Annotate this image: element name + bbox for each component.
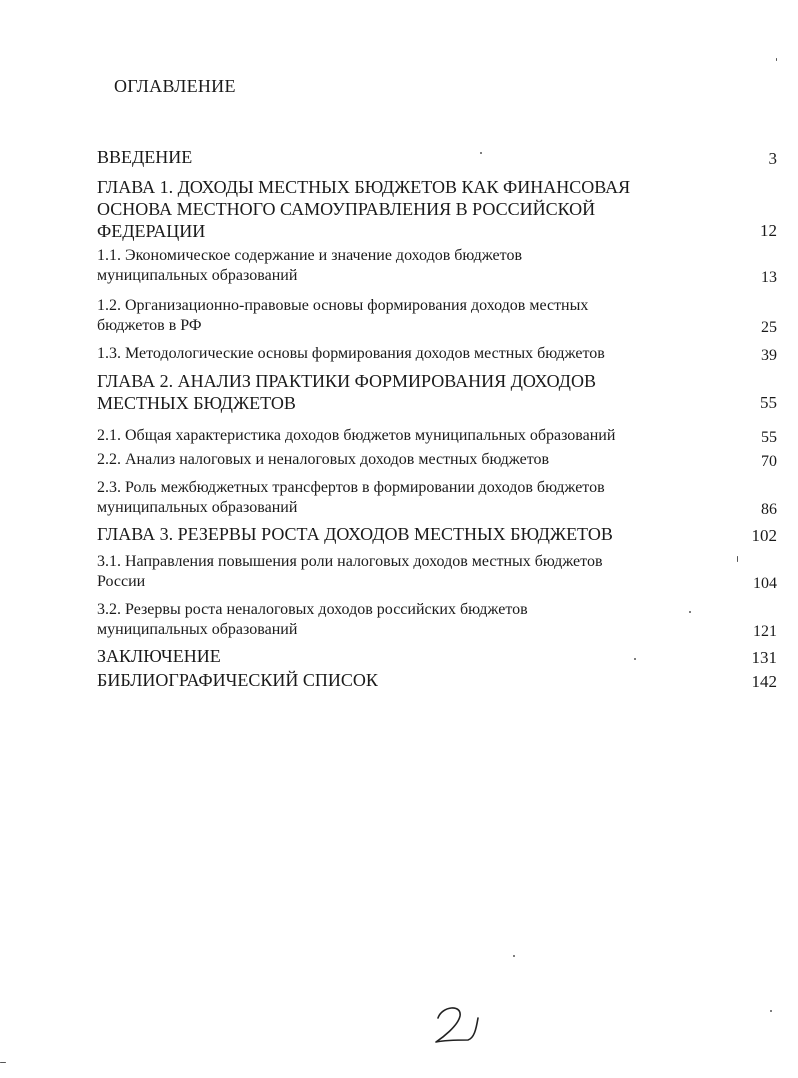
toc-entry-text: 1.2. Организационно-правовые основы формирования доходов местных бюджетов в РФ (97, 297, 589, 334)
toc-entry (97, 370, 777, 414)
toc-entry (97, 426, 777, 448)
toc-entry-page: 3 (768, 149, 777, 168)
toc-entry-text: 2.2. Анализ налоговых и неналоговых доходов местных бюджетов (97, 451, 550, 468)
toc-entry-text: ГЛАВА 2. АНАЛИЗ ПРАКТИКИ ФОРМИРОВАНИЯ ДОХОДОВ МЕСТНЫХ БЮДЖЕТОВ (97, 371, 596, 413)
toc-entry-text: ГЛАВА 1. ДОХОДЫ МЕСТНЫХ БЮДЖЕТОВ КАК ФИНАНСОВАЯ ОСНОВА МЕСТНОГО САМОУПРАВЛЕНИЯ В РОССИЙСКОЙ ФЕДЕРАЦИИ (97, 177, 631, 241)
scan-speck (689, 611, 691, 613)
toc-entry-text: 1.1. Экономическое содержание и значение доходов бюджетов муниципальных образований (97, 247, 522, 284)
toc-entry-text: 1.3. Методологические основы формирования доходов местных бюджетов (97, 345, 605, 362)
scan-speck (634, 658, 636, 660)
toc-entry-text: 3.1. Направления повышения роли налоговых доходов местных бюджетов России (97, 553, 603, 590)
toc-entry-text: 2.1. Общая характеристика доходов бюджетов муниципальных образований (97, 427, 616, 444)
toc-entry-page: 131 (751, 648, 777, 667)
toc-entry-page: 55 (761, 429, 777, 446)
toc-entry-page: 39 (761, 347, 777, 364)
handwritten-page-number (428, 1000, 484, 1048)
toc-entry-page: 102 (751, 526, 777, 545)
toc-entry (97, 296, 777, 338)
toc-entry-text: 3.2. Резервы роста неналоговых доходов российских бюджетов муниципальных образований (97, 601, 528, 638)
toc-entry-page: 12 (760, 221, 777, 240)
toc-entry (97, 450, 777, 472)
toc-entry (97, 176, 777, 242)
toc-entry-page: 121 (753, 623, 777, 640)
toc-entry-page: 25 (761, 319, 777, 336)
toc-entry (97, 523, 777, 547)
toc-entry (97, 478, 777, 520)
scan-speck (513, 955, 515, 957)
toc-entry (97, 344, 777, 366)
toc-entry-page: 70 (761, 453, 777, 470)
scan-speck (480, 152, 482, 154)
scan-speck (770, 1010, 772, 1012)
toc-entry-text: ЗАКЛЮЧЕНИЕ (97, 646, 221, 666)
toc-title: ОГЛАВЛЕНИЕ (114, 76, 236, 96)
toc-entry (97, 600, 777, 642)
toc-entry-page: 142 (751, 672, 777, 691)
scan-speck (0, 1062, 6, 1063)
toc-entry (97, 146, 777, 170)
toc-entry-page: 55 (760, 393, 777, 412)
toc-entry-page: 13 (761, 269, 777, 286)
toc-entry-text: 2.3. Роль межбюджетных трансфертов в формировании доходов бюджетов муниципальных образований (97, 479, 605, 516)
scan-speck (737, 556, 738, 562)
toc-entry (97, 645, 777, 669)
toc-entry-text: ВВЕДЕНИЕ (97, 147, 193, 167)
toc-entry (97, 246, 777, 288)
toc-entry-text: БИБЛИОГРАФИЧЕСКИЙ СПИСОК (97, 670, 378, 690)
toc-entry (97, 669, 777, 693)
scan-speck (776, 58, 777, 61)
toc-entry-text: ГЛАВА 3. РЕЗЕРВЫ РОСТА ДОХОДОВ МЕСТНЫХ БЮДЖЕТОВ (97, 524, 613, 544)
toc-entry-page: 104 (753, 575, 777, 592)
toc-entry-page: 86 (761, 501, 777, 518)
toc-entry (97, 552, 777, 594)
